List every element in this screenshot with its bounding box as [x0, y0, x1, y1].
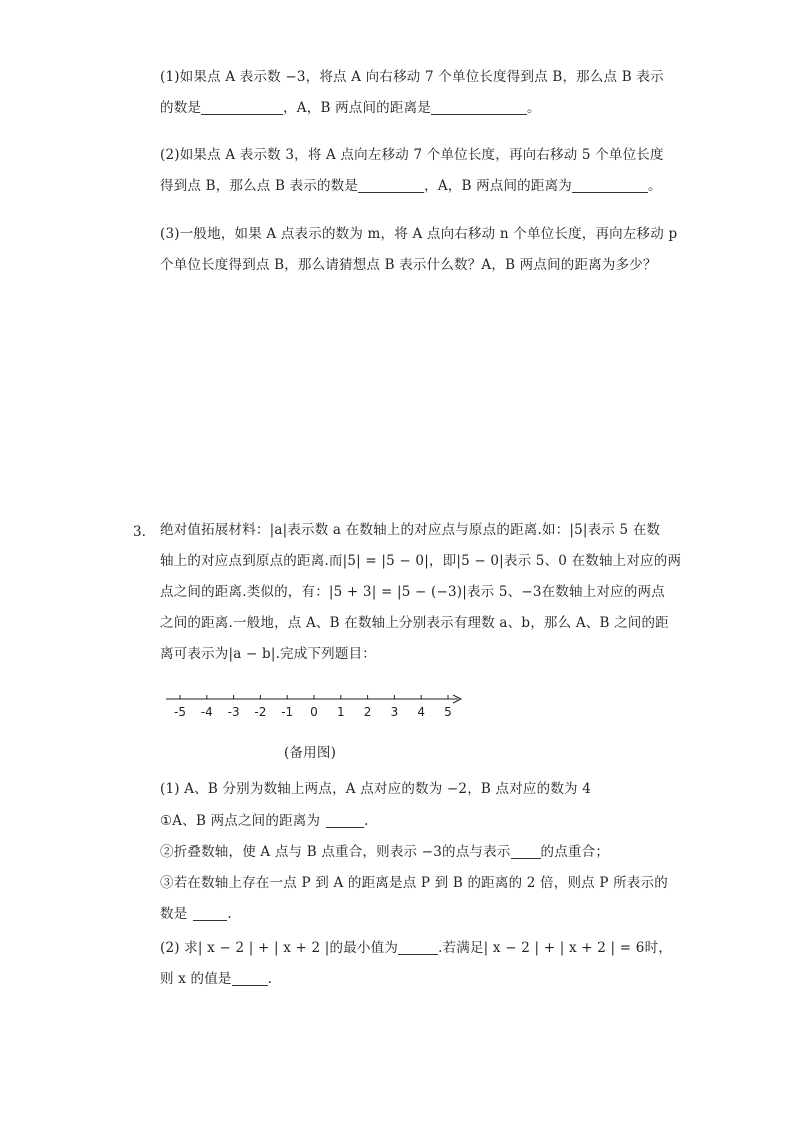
s2-text-a: (2) 求| x − 2 | + | x + 2 |的最小值为 — [160, 940, 399, 956]
q3-line2: 个单位长度得到点 B，那么请猜想点 B 表示什么数？A，B 两点间的距离为多少？ — [160, 257, 657, 273]
q3-line1: (3)一般地，如果 A 点表示的数为 m，将 A 点向右移动 n 个单位长度，再向左移动 p — [160, 226, 678, 242]
q2-blank-b-value[interactable] — [358, 178, 424, 193]
s1c-text: 数是 — [160, 906, 188, 922]
tick-label: 2 — [363, 705, 372, 719]
subquestion-1c-line2 — [160, 905, 232, 923]
subquestion-2-line2 — [160, 970, 272, 988]
s2-text-b: .若满足| x − 2 | + | x + 2 | = 6时， — [438, 940, 672, 956]
subquestion-1a — [160, 812, 369, 830]
material-line4: 之间的距离.一般地，点 A、B 在数轴上分别表示有理数 a、b，那么 A、B 之间的距 — [160, 615, 669, 631]
tick-label: -1 — [281, 705, 294, 719]
s1b-blank[interactable] — [511, 844, 541, 859]
subquestion-1: (1) A、B 分别为数轴上两点，A 点对应的数为 −2，B 点对应的数为 4 — [160, 781, 591, 797]
s1c-end: . — [227, 906, 232, 922]
q1-line1: (1)如果点 A 表示数 −3，将点 A 向右移动 7 个单位长度得到点 B，那么点 B 表示 — [160, 69, 664, 85]
figure-caption: (备用图) — [284, 745, 337, 761]
s1c-blank[interactable] — [193, 906, 227, 921]
tick-label: -2 — [254, 705, 267, 719]
tick-label: -3 — [227, 705, 240, 719]
number-line — [160, 690, 470, 726]
subquestion-1b — [160, 843, 609, 861]
tick-label: -5 — [174, 705, 186, 719]
q2-text-b: ，A，B 两点间的距离为 — [424, 178, 572, 194]
q1-line2 — [160, 99, 541, 117]
s1b-text-a: ②折叠数轴，使 A 点与 B 点重合，则表示 −3的点与表示 — [160, 844, 511, 860]
s1a-end: . — [364, 813, 369, 829]
q1-text-a: 的数是 — [160, 100, 202, 116]
s1a-text: ①A、B 两点之间的距离为 — [160, 813, 321, 829]
material-line5: 离可表示为|a − b|.完成下列题目： — [160, 646, 376, 662]
material-line3: 点之间的距离.类似的，有：|5 + 3| = |5 − (−3)|表示 5、−3在数轴上对应的两点 — [160, 584, 665, 600]
material-line1: 绝对值拓展材料：|a|表示数 a 在数轴上的对应点与原点的距离.如：|5|表示 5 在数 — [160, 522, 661, 538]
material-line2: 轴上的对应点到原点的距离.而|5| = |5 − 0|，即|5 − 0|表示 5、0 在数轴上对应的两 — [160, 553, 682, 569]
s2-blank-min[interactable] — [398, 940, 438, 955]
tick-label: 4 — [417, 705, 426, 719]
q1-blank-distance[interactable] — [431, 100, 527, 115]
question-number: 3. — [133, 524, 146, 540]
q1-text-c: 。 — [526, 100, 541, 116]
q1-blank-b-value[interactable] — [201, 100, 283, 115]
tick-label: 0 — [310, 705, 318, 719]
q1-text-b: ，A，B 两点间的距离是 — [283, 100, 431, 116]
q2-blank-distance[interactable] — [572, 178, 648, 193]
tick-label: 1 — [336, 705, 345, 719]
s1b-text-b: 的点重合； — [540, 844, 610, 860]
tick-label: 3 — [390, 705, 399, 719]
s2-text-c: 则 x 的值是 — [160, 971, 232, 987]
s2-blank-x[interactable] — [232, 971, 268, 986]
subquestion-2-line1 — [160, 939, 672, 957]
subquestion-1c-line1: ③若在数轴上存在一点 P 到 A 的距离是点 P 到 B 的距离的 2 倍，则点 P 所表示的 — [160, 875, 668, 891]
q2-line1: (2)如果点 A 表示数 3，将 A 点向左移动 7 个单位长度，再向右移动 5 个单位长度 — [160, 147, 664, 163]
q2-text-a: 得到点 B，那么点 B 表示的数是 — [160, 178, 359, 194]
tick-label: 5 — [444, 705, 452, 719]
s2-end: . — [267, 971, 273, 987]
q2-text-c: 。 — [648, 178, 662, 194]
tick-label: -4 — [200, 705, 213, 719]
s1a-blank[interactable] — [326, 813, 364, 828]
q2-line2 — [160, 177, 662, 195]
